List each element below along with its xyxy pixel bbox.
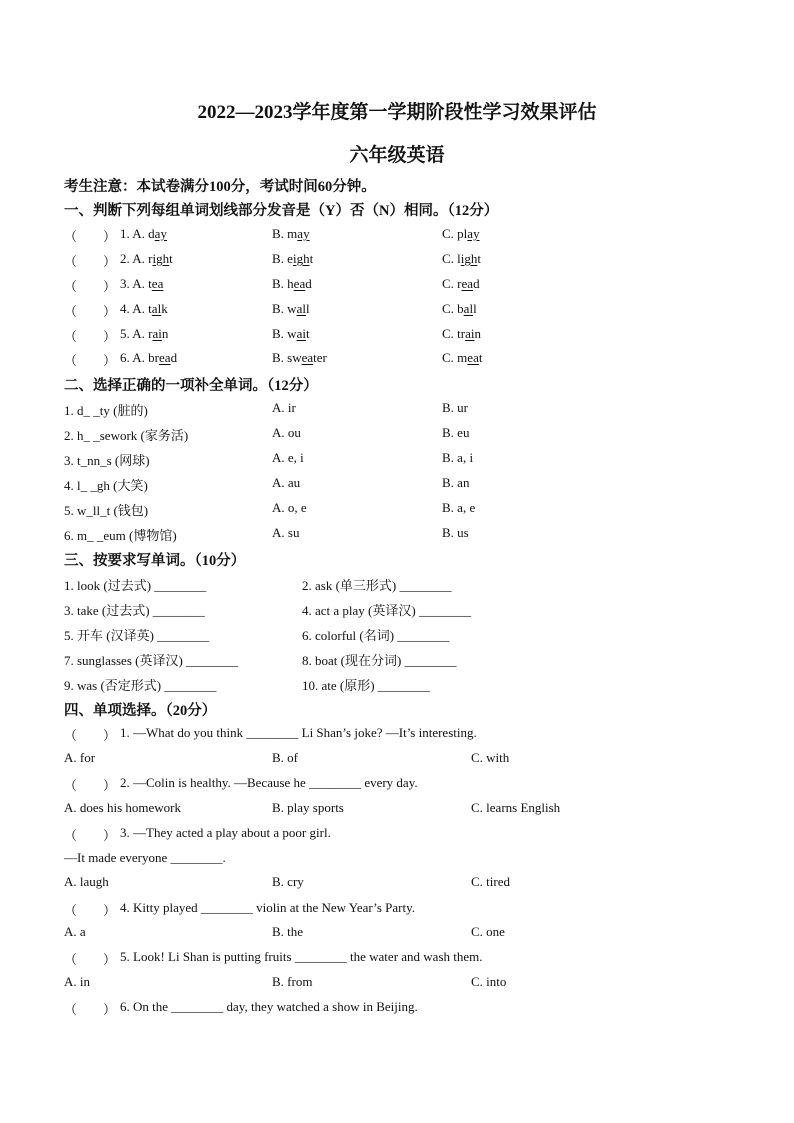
question-text: 5. w_ll_t (钱包) [64,503,149,518]
option-a: A. su [272,525,300,540]
question-4-options [0,924,794,944]
word-form-row [0,650,794,670]
underlined-letters: ea [461,276,474,291]
phonics-row [0,276,794,296]
option-a [120,350,177,366]
answer-paren[interactable]: （ ） [64,229,117,244]
option-c: C. learns English [471,800,561,815]
word-part: d [305,276,312,291]
underlined-letters: al [296,301,306,316]
option-b [272,226,310,242]
word-form-question: 3. take (过去式) ________ [64,603,205,618]
option-a: A. does his homework [64,800,181,815]
underlined-letters: ay [467,226,480,241]
option-b: B. a, e [442,500,476,515]
phonics-row [0,226,794,246]
word-part: k [161,301,168,316]
question-3-options [0,874,794,894]
word-part: m [457,350,468,365]
word-part: l [305,301,310,316]
word-part: ter [313,350,327,365]
option-label: C. [442,350,458,365]
exam-title: 2022—2023学年度第一学期阶段性学习效果评估 [197,102,597,123]
option-b: B. an [442,475,470,490]
option-a: A. ou [272,425,301,440]
section-2-heading: 二、选择正确的一项补全单词。（12分） [64,378,318,394]
option-c [442,226,480,242]
section-4-heading: 四、单项选择。（20分） [64,703,217,719]
option-a [120,251,173,267]
question-text: 5. Look! Li Shan is putting fruits ________ the water and wash them. [120,949,483,964]
option-b: B. us [442,525,469,540]
section-3-heading: 三、按要求写单词。（10分） [64,553,246,569]
fill-word-row [0,475,794,495]
option-a [120,226,167,242]
word-part: d [170,350,178,365]
question-text: 1. d_ _ty (脏的) [64,403,148,418]
option-b: B. ur [442,400,468,415]
question-text: 3. t_nn_s (网球) [64,453,150,468]
word-form-row [0,675,794,695]
word-part: w [287,301,297,316]
answer-paren[interactable]: （ ） [64,952,117,967]
option-c: C. one [471,924,505,939]
option-a [120,301,168,317]
phonics-row [0,326,794,346]
word-form-question: 4. act a play (英译汉) ________ [302,603,471,618]
answer-paren[interactable]: （ ） [64,778,117,793]
word-part: l [457,251,461,266]
fill-word-row [0,525,794,545]
option-b [272,350,327,366]
option-label: B. [272,350,288,365]
exam-subtitle: 六年级英语 [349,145,445,166]
option-a [120,276,163,292]
option-label: C. [442,251,458,266]
option-b [272,276,312,292]
word-form-question: 10. ate (原形) ________ [302,678,430,693]
option-c: C. with [471,750,510,765]
word-part: t [477,251,482,266]
option-a: A. au [272,475,301,490]
option-label: 2. A. [120,251,149,266]
option-label: B. [272,301,288,316]
option-a: A. o, e [272,500,307,515]
fill-word-row [0,400,794,420]
option-a: A. a [64,924,86,939]
option-label: C. [442,226,458,241]
word-part: t [169,251,173,266]
word-form-question: 2. ask (单三形式) ________ [302,578,452,593]
question-1-options [0,750,794,770]
underlined-letters: ay [154,226,167,241]
word-part: t [309,251,314,266]
answer-paren[interactable]: （ ） [64,903,117,918]
option-b [272,301,310,317]
underlined-letters: ea [301,350,314,365]
underlined-letters: ea [467,350,479,365]
option-c [442,326,481,342]
phonics-row [0,301,794,321]
underlined-letters: ay [297,226,310,241]
question-2 [0,775,794,795]
question-5-options [0,974,794,994]
underlined-letters: ea [151,276,164,291]
option-label: C. [442,276,458,291]
option-a [120,326,168,342]
question-text: 2. —Colin is healthy. —Because he ________ every day. [120,775,418,790]
word-part: m [287,226,298,241]
word-part: r [457,276,462,291]
word-part: r [148,326,153,341]
question-1 [0,725,794,745]
fill-word-row [0,425,794,445]
underlined-letters: ai [152,326,162,341]
option-a: A. ir [272,400,296,415]
answer-paren[interactable]: （ ） [64,1002,117,1017]
word-form-question: 9. was (否定形式) ________ [64,678,217,693]
word-part: t [478,350,483,365]
option-label: B. [272,226,288,241]
option-c: C. tired [471,874,510,889]
answer-paren[interactable]: （ ） [64,353,117,368]
option-label: 4. A. [120,301,149,316]
option-c [442,301,477,317]
option-b: B. a, i [442,450,474,465]
underlined-letters: ea [159,350,171,365]
option-c [442,276,480,292]
option-b: B. of [272,750,298,765]
word-form-question: 6. colorful (名词) ________ [302,628,450,643]
question-text: 6. On the ________ day, they watched a show in Beijing. [120,999,418,1014]
section-1-heading: 一、判断下列每组单词划线部分发音是（Y）否（N）相同。（12分） [64,203,499,219]
word-part: t [305,326,310,341]
fill-word-row [0,450,794,470]
question-text: 6. m_ _eum (博物馆) [64,528,177,543]
word-part: h [287,276,294,291]
question-text: 2. h_ _sework (家务活) [64,428,189,443]
word-part: sw [287,350,302,365]
underlined-letters: al [151,301,162,316]
question-6 [0,999,794,1019]
word-form-row [0,575,794,595]
option-b: B. eu [442,425,470,440]
exam-notice: 考生注意：本试卷满分100分，考试时间60分钟。 [64,179,376,195]
option-label: B. [272,251,288,266]
option-b [272,326,310,342]
option-label: 6. A. [120,350,149,365]
option-label: C. [442,301,458,316]
option-label: 3. A. [120,276,149,291]
fill-word-row [0,500,794,520]
option-b: B. from [272,974,313,989]
question-5 [0,949,794,969]
answer-paren[interactable]: （ ） [64,254,117,269]
option-b: B. the [272,924,304,939]
answer-paren[interactable]: （ ） [64,329,117,344]
option-a: A. in [64,974,90,989]
underlined-letters: igh [152,251,170,266]
word-part: br [148,350,160,365]
underlined-letters: ai [465,326,475,341]
question-4 [0,900,794,920]
option-a: A. laugh [64,874,109,889]
option-c [442,251,481,267]
word-part: b [457,301,464,316]
question-text: 4. Kitty played ________ violin at the New Year’s Party. [120,900,415,915]
underlined-letters: igh [292,251,310,266]
question-text: 4. l_ _gh (大笑) [64,478,148,493]
phonics-row [0,251,794,271]
question-text: 3. —They acted a play about a poor girl. [120,825,331,840]
option-b: B. cry [272,874,304,889]
word-form-question: 5. 开车 (汉译英) ________ [64,628,210,643]
answer-paren[interactable]: （ ） [64,828,117,843]
word-part: d [148,226,155,241]
question-3-line2 [0,850,794,870]
word-part: e [287,251,293,266]
word-form-question: 7. sunglasses (英译汉) ________ [64,653,239,668]
option-b: B. play sports [272,800,344,815]
option-label: B. [272,276,288,291]
underlined-letters: ai [296,326,306,341]
answer-paren[interactable]: （ ） [64,279,117,294]
word-part: t [148,301,152,316]
question-2-options [0,800,794,820]
option-label: B. [272,326,288,341]
word-part: d [473,276,480,291]
option-c: C. into [471,974,507,989]
option-label: 1. A. [120,226,149,241]
phonics-row [0,350,794,370]
underlined-letters: ea [293,276,306,291]
word-part: n [474,326,482,341]
word-part: tr [457,326,466,341]
option-b [272,251,313,267]
underlined-letters: al [463,301,474,316]
underlined-letters: igh [460,251,478,266]
option-label: 5. A. [120,326,149,341]
word-part: w [287,326,297,341]
option-a: A. for [64,750,96,765]
word-part: t [148,276,152,291]
word-part: n [161,326,169,341]
word-part: pl [457,226,468,241]
answer-paren[interactable]: （ ） [64,304,117,319]
word-part: l [473,301,477,316]
word-part: r [148,251,153,266]
question-3 [0,825,794,845]
word-form-row [0,625,794,645]
option-c [442,350,482,366]
word-form-question: 1. look (过去式) ________ [64,578,207,593]
answer-paren[interactable]: （ ） [64,728,117,743]
option-a: A. e, i [272,450,304,465]
option-label: C. [442,326,458,341]
question-text-line2: —It made everyone ________. [64,850,226,865]
word-form-row [0,600,794,620]
question-text: 1. —What do you think ________ Li Shan’s joke? —It’s interesting. [120,725,477,740]
word-form-question: 8. boat (现在分词) ________ [302,653,457,668]
